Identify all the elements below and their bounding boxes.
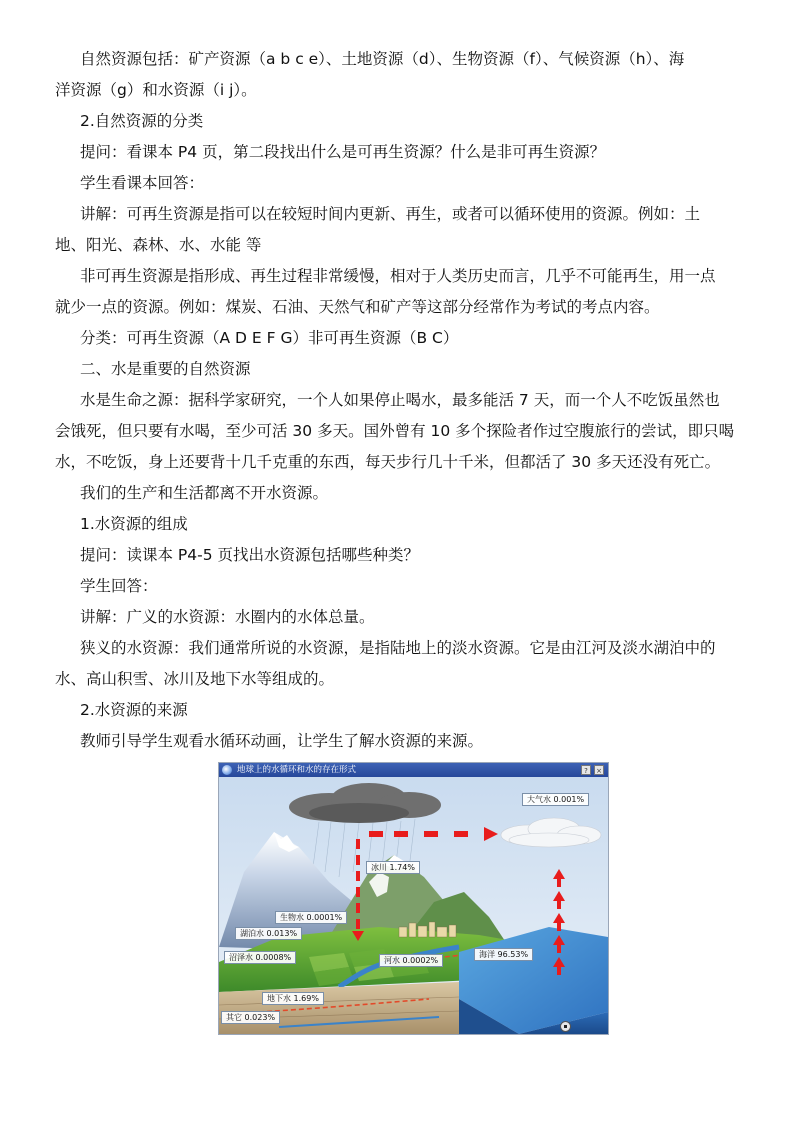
figure-titlebar xyxy=(219,763,608,777)
paragraph-broad-definition: 讲解：广义的水资源：水圈内的水体总量。 xyxy=(80,608,375,626)
paragraph-nonrenewable-definition xyxy=(55,261,740,323)
help-button[interactable]: ? xyxy=(581,765,591,775)
water-cycle-figure xyxy=(218,762,609,1035)
heading-water-resource: 二、水是重要的自然资源 xyxy=(80,360,251,378)
paragraph-renewable-definition xyxy=(55,199,740,261)
paragraph-natural-resources xyxy=(55,44,740,106)
heading-water-source: 2.水资源的来源 xyxy=(80,701,188,719)
glacier-label: 冰川 1.74% xyxy=(366,861,420,874)
paragraph-narrow-definition xyxy=(55,633,740,695)
paragraph-student-answer: 学生看课本回答： xyxy=(80,174,205,192)
text-line: 水是生命之源：据科学家研究，一个人如果停止喝水，最多能活 7 天，而一个人不吃饭虽然也 xyxy=(80,391,720,409)
groundwater-label: 地下水 1.69% xyxy=(262,992,324,1005)
text-line: 会饿死，但只要有水喝，至少可活 30 多天。国外曾有 10 多个探险者作过空腹旅行的尝试，即只喝 xyxy=(55,422,735,440)
text-line: 水、高山积雪、冰川及地下水等组成的。 xyxy=(55,670,335,688)
text-line: 地、阳光、森林、水、水能 等 xyxy=(55,236,262,254)
lake-water-label: 湖泊水 0.013% xyxy=(235,927,302,940)
app-logo-icon xyxy=(222,765,232,775)
paragraph-student-answer-2: 学生回答： xyxy=(80,577,158,595)
text-line: 讲解：可再生资源是指可以在较短时间内更新、再生，或者可以循环使用的资源。例如：土 xyxy=(80,205,701,223)
stop-button[interactable] xyxy=(560,1021,571,1032)
swamp-water-label: 沼泽水 0.0008% xyxy=(224,951,296,964)
heading-classification: 2.自然资源的分类 xyxy=(80,112,204,130)
paragraph-water-is-life xyxy=(55,385,740,478)
text-line: 自然资源包括：矿产资源（a b c e）、土地资源（d）、生物资源（f）、气候资源（h）、海 xyxy=(80,50,685,68)
paragraph-question-renewable: 提问：看课本 P4 页，第二段找出什么是可再生资源？什么是非可再生资源？ xyxy=(80,143,606,161)
atmosphere-label: 大气水 0.001% xyxy=(522,793,589,806)
heading-water-composition: 1.水资源的组成 xyxy=(80,515,188,533)
ocean-label: 海洋 96.53% xyxy=(474,948,533,961)
text-line: 洋资源（g）和水资源（i j）。 xyxy=(55,81,257,99)
text-line: 就少一点的资源。例如：煤炭、石油、天然气和矿产等这部分经常作为考试的考点内容。 xyxy=(55,298,660,316)
text-line: 非可再生资源是指形成、再生过程非常缓慢，相对于人类历史而言，几乎不可能再生，用一点 xyxy=(80,267,716,285)
paragraph-production-life: 我们的生产和生活都离不开水资源。 xyxy=(80,484,329,502)
river-water-label: 河水 0.0002% xyxy=(379,954,443,967)
text-line: 水，不吃饭，身上还要背十几千克重的东西，每天步行几十千米，但都活了 30 多天还没有死亡。 xyxy=(55,453,721,471)
paragraph-classification-answer: 分类：可再生资源（A D E F G）非可再生资源（B C） xyxy=(80,329,459,347)
close-button[interactable]: × xyxy=(594,765,604,775)
paragraph-teacher-guide: 教师引导学生观看水循环动画，让学生了解水资源的来源。 xyxy=(80,732,484,750)
biological-water-label: 生物水 0.0001% xyxy=(275,911,347,924)
text-line: 狭义的水资源：我们通常所说的水资源，是指陆地上的淡水资源。它是由江河及淡水湖泊中的 xyxy=(80,639,716,657)
paragraph-question-water-types: 提问：读课本 P4-5 页找出水资源包括哪些种类？ xyxy=(80,546,420,564)
other-water-label: 其它 0.023% xyxy=(221,1011,280,1024)
figure-title: 地球上的水循环和水的存在形式 xyxy=(237,765,357,775)
